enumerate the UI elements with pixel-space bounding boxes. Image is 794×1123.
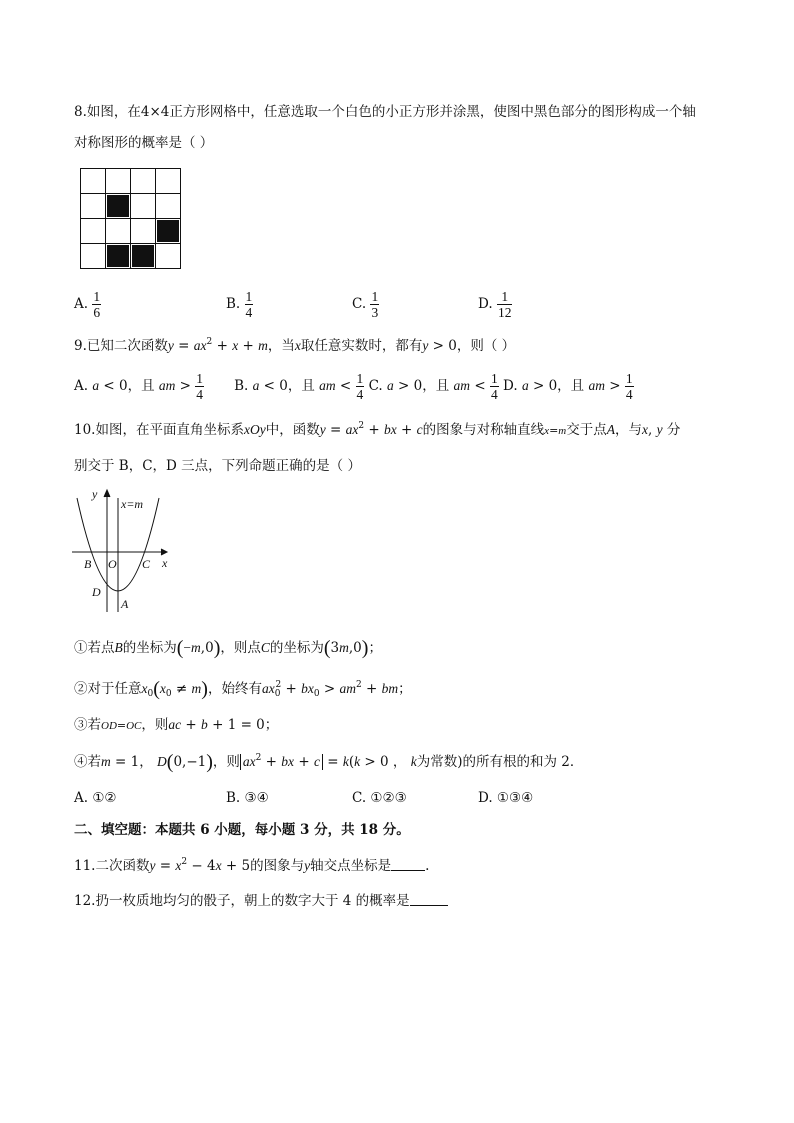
q8-option-d[interactable]: D. $\frac{1}{12}$ — [478, 289, 512, 320]
grid-black-cell — [157, 220, 179, 242]
q8-option-c[interactable]: C. $\frac{1}{3}$ — [352, 289, 379, 320]
q10-line1: 10.如图，在平面直角坐标系xOy中，函数$y = ax^2$ + bx + c的图象与对称轴直线x=m交于点A，与x, y 分 — [74, 421, 681, 438]
q10-parabola-graph — [68, 484, 178, 616]
q10-option-d[interactable]: D. ①③④ — [478, 790, 534, 806]
q9-stem: 9.已知二次函数$y = ax^2 + x + m$，当x取任意实数时，都有y > 0，则（ ） — [74, 337, 516, 354]
graph-label-a: A — [121, 597, 129, 611]
graph-label-o: O — [108, 557, 117, 571]
q8-option-a[interactable]: A. $\frac{1}{6}$ — [74, 289, 101, 320]
grid-black-cell — [107, 245, 129, 267]
q10-line2: 别交于 B，C，D 三点，下列命题正确的是（ ） — [74, 458, 361, 474]
q9-options — [74, 371, 634, 402]
q10-statement-1: ①若点B的坐标为(−m,0)，则点C的坐标为(3m,0)； — [74, 637, 382, 659]
q10-option-b[interactable]: B. ③④ — [226, 790, 269, 806]
q8-option-b[interactable]: B. $\frac{1}{4}$ — [226, 289, 253, 320]
q11-answer-blank[interactable] — [391, 858, 425, 871]
q9-option-a[interactable]: A. a < 0，且 am > $\frac{1}{4}$ — [74, 371, 204, 402]
graph-label-d: D — [92, 585, 101, 599]
q9-option-b[interactable]: B. a < 0，且 am < $\frac{1}{4}$ — [234, 371, 364, 402]
q8-line1: 8.如图，在4×4正方形网格中，任意选取一个白色的小正方形并涂黑，使图中黑色部分的图形构成一个轴 — [74, 104, 696, 120]
graph-label-b: B — [84, 557, 92, 571]
q11-stem: 11.二次函数$y = x^2 - 4x + 5$的图象与y轴交点坐标是 . — [74, 857, 430, 874]
grid-black-cell — [107, 195, 129, 217]
q8-grid-figure — [80, 168, 182, 270]
q12-answer-blank[interactable] — [410, 893, 448, 906]
q10-option-a[interactable]: A. ①② — [74, 790, 117, 806]
q9-option-c[interactable]: C. a > 0，且 am < $\frac{1}{4}$ — [368, 371, 498, 402]
graph-label-x: x — [162, 556, 168, 570]
q10-statement-3: ③若OD=OC，则ac + b + 1 = 0； — [74, 717, 279, 733]
graph-label-xm: x=m — [121, 497, 144, 511]
q10-statement-4: ④若m = 1， D(0,−1)，则 $ax^2$ + bx + c = k(k > 0 ， k为常数)的所有根的和为 2． — [74, 751, 584, 773]
q9-option-d[interactable]: D. a > 0，且 am > $\frac{1}{4}$ — [503, 371, 633, 402]
q8-line2: 对称图形的概率是（ ） — [74, 135, 214, 151]
section2-title: 二、填空题：本题共 6 小题，每小题 3 分，共 18 分。 — [74, 822, 410, 838]
q10-statement-2: ②对于任意$x_0(x_0 \ne m)$，始终有$ax_0^2 + bx_0 > am^2$ + bm； — [74, 678, 412, 700]
graph-label-c: C — [142, 557, 151, 571]
q12-stem: 12.扔一枚质地均匀的骰子，朝上的数字大于 4 的概率是 — [74, 892, 448, 910]
q10-option-c[interactable]: C. ①②③ — [352, 790, 407, 806]
grid-black-cell — [132, 245, 154, 267]
graph-label-y: y — [92, 487, 98, 501]
